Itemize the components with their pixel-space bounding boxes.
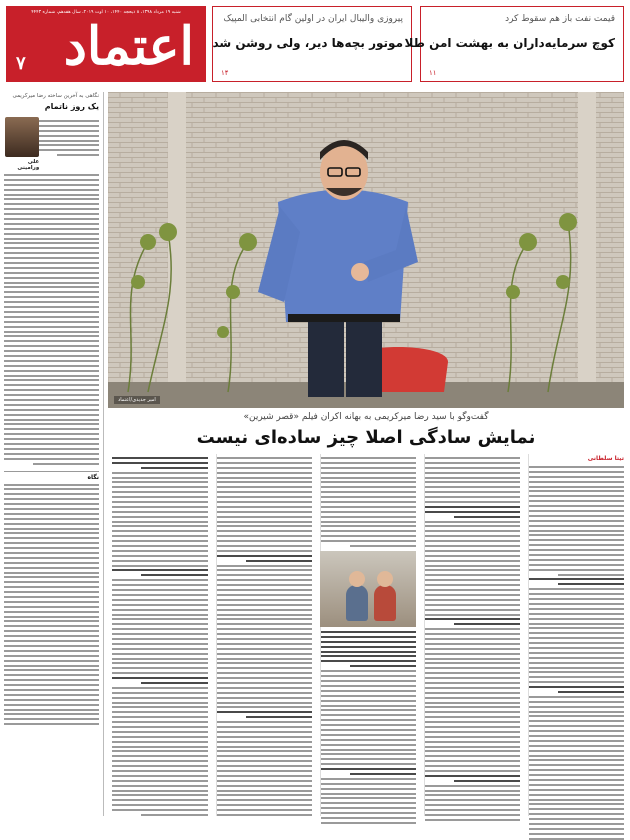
sidebar-intro-text — [39, 120, 99, 159]
child-figure — [346, 585, 368, 621]
article-column — [528, 454, 624, 816]
article-headline[interactable]: نمایش سادگی اصلا چیز ساده‌ای نیست — [196, 427, 536, 448]
article-column — [112, 454, 208, 816]
teaser-kicker: قیمت نفت باز هم سقوط کرد — [505, 14, 615, 24]
sidebar-title[interactable]: یک روز ناتمام — [44, 102, 99, 111]
child-figure — [374, 585, 396, 621]
column-text — [321, 457, 416, 547]
teaser-kicker: پیروزی والیبال ایران در اولین گام انتخابی المپیک — [223, 14, 403, 24]
sidebar-body-text — [4, 174, 99, 465]
pull-quote-text — [321, 631, 416, 667]
column-text — [321, 670, 416, 824]
logo-wordmark: اعتماد — [63, 16, 194, 77]
column-text — [217, 457, 312, 816]
sidebar-section-text — [4, 484, 99, 726]
photo-credit: امیر جدیدی/اعتماد — [114, 396, 160, 404]
article-column — [424, 454, 520, 816]
newspaper-logo[interactable] — [6, 6, 206, 82]
masthead — [0, 0, 630, 88]
author-name: علی ورامینی — [17, 159, 40, 171]
column-text — [112, 457, 208, 816]
film-still-photo — [320, 551, 416, 627]
teaser-volleyball[interactable] — [212, 6, 412, 82]
hero-photo-illustration — [108, 92, 624, 408]
author-card — [4, 117, 39, 171]
teaser-oil-gold[interactable] — [404, 6, 624, 82]
issue-date-line: شنبه ۱۹ مرداد ۱۳۹۸، ۸ ذیحجه ۱۴۴۰، ۱۰ اوت ۲۰۱۹، سال هفدهم، شماره ۴۴۴۳ — [31, 10, 181, 15]
column-text — [425, 457, 520, 821]
sidebar-kicker: نگاهی به آخرین ساخته رضا میرکریمی — [12, 93, 99, 99]
article-body — [108, 454, 624, 816]
sidebar-section-label: نگاه — [4, 471, 99, 481]
article-column — [320, 454, 416, 816]
hero-photo — [108, 92, 624, 408]
teaser-page-ref: ۱۴ — [221, 69, 229, 77]
teaser-title: کوچ سرمایه‌داران به بهشت امن طلا — [404, 36, 615, 50]
author-portrait — [5, 117, 39, 157]
sidebar-column — [4, 92, 104, 816]
sidebar-author-block — [4, 117, 99, 171]
article-column — [216, 454, 312, 816]
byline: تیتا سلطانی — [587, 455, 624, 462]
teaser-page-ref: ۱۱ — [429, 69, 437, 77]
article-kicker: گفت‌وگو با سید رضا میرکریمی به بهانه اکران فیلم «قصر شیرین» — [243, 412, 489, 422]
page-number: ۷ — [16, 53, 26, 74]
teaser-title: موتور بچه‌ها دیر، ولی روشن شد — [212, 36, 403, 50]
column-text — [529, 466, 624, 840]
